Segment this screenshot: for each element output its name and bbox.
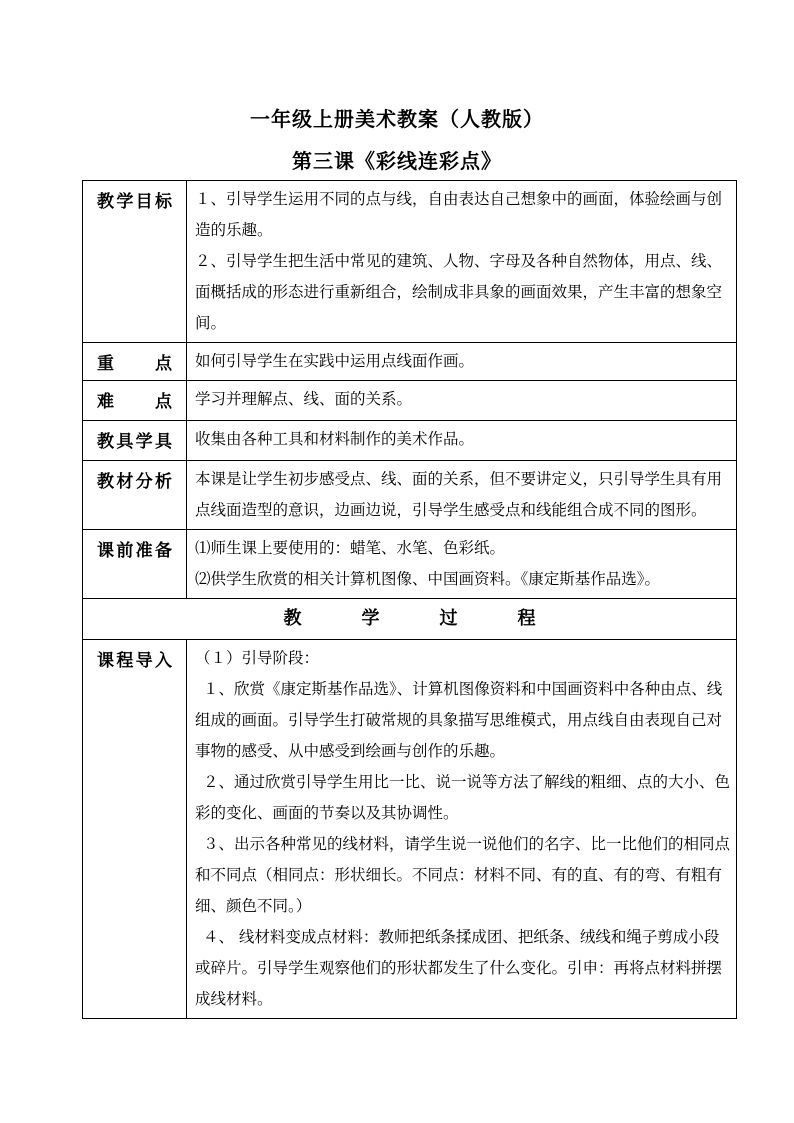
process-char-1: 教 — [283, 608, 302, 629]
table-row-goal — [83, 181, 737, 343]
process-char-2: 学 — [361, 608, 380, 629]
prep-item-2: ⑵供学生欣赏的相关计算机图像、中国画资料。《康定斯基作品选》。 — [195, 570, 661, 588]
intro-paragraph-3: ３、出示各种常见的线材料，请学生说一说他们的名字、比一比他们的相同点和不同点（相同点：形状细长。不同点：材料不同、有的直、有的弯、有粗有细、颜色不同。） — [195, 835, 731, 915]
content-analysis: 本课是让学生初步感受点、线、面的关系，但不要讲定义，只引导学生具有用点线面造型的意识，边画边说，引导学生感受点和线能组合成不同的图形。 — [187, 461, 737, 530]
intro-paragraph-4: ４、 线材料变成点材料：教师把纸条揉成团、把纸条、绒线和绳子剪成小段或碎片。引导学生观察他们的形状都发生了什么变化。引申：再将点材料拼摆成线材料。 — [195, 928, 723, 1008]
table-row-intro — [83, 640, 737, 1019]
content-goal — [187, 181, 737, 343]
intro-paragraph-1: １、欣赏《康定斯基作品选》、计算机图像资料和中国画资料中各种由点、线组成的画面。引导学生打破常规的具象描写思维模式，用点线自由表现自己对事物的感受、从中感受到绘画与创作的乐趣。 — [195, 680, 723, 760]
content-difficulty: 学习并理解点、线、面的关系。 — [187, 381, 737, 421]
table-row-prep — [83, 530, 737, 599]
content-key: 如何引导学生在实践中运用点线面作画。 — [187, 343, 737, 381]
label-prep: 课前准备 — [83, 530, 187, 599]
intro-paragraph-2: ２、通过欣赏引导学生用比一比、说一说等方法了解线的粗细、点的大小、色彩的变化、画面的节奏以及其协调性。 — [195, 773, 731, 822]
table-row-difficulty — [83, 381, 737, 421]
label-intro: 课程导入 — [83, 640, 187, 1019]
lesson-plan-table — [82, 180, 737, 1019]
table-row-analysis — [83, 461, 737, 530]
label-difficulty: 难 点 — [83, 381, 187, 421]
prep-item-1: ⑴师生课上要使用的：蜡笔、水笔、色彩纸。 — [195, 539, 506, 557]
process-char-3: 过 — [439, 608, 458, 629]
content-prep — [187, 530, 737, 599]
content-intro — [187, 640, 737, 1019]
lesson-subtitle: 第三课《彩线连彩点》 — [292, 149, 502, 173]
label-key: 重 点 — [83, 343, 187, 381]
table-row-key — [83, 343, 737, 381]
process-char-4: 程 — [517, 608, 536, 629]
goal-paragraph-1: １、引导学生运用不同的点与线，自由表达自己想象中的画面，体验绘画与创造的乐趣。 — [195, 190, 723, 239]
table-row-tools — [83, 421, 737, 461]
goal-paragraph-2: ２、引导学生把生活中常见的建筑、人物、字母及各种自然物体，用点、线、面概括成的形态进行重新组合，绘制成非具象的画面效果，产生丰富的想象空间。 — [195, 252, 723, 332]
document-title: 一年级上册美术教案（人教版） — [250, 107, 544, 131]
process-heading — [83, 599, 737, 640]
label-tools: 教具学具 — [83, 421, 187, 461]
label-goal: 教学目标 — [83, 181, 187, 343]
intro-stage-heading: （１）引导阶段： — [195, 649, 320, 667]
label-analysis: 教材分析 — [83, 461, 187, 530]
content-tools: 收集由各种工具和材料制作的美术作品。 — [187, 421, 737, 461]
table-row-process-heading — [83, 599, 737, 640]
